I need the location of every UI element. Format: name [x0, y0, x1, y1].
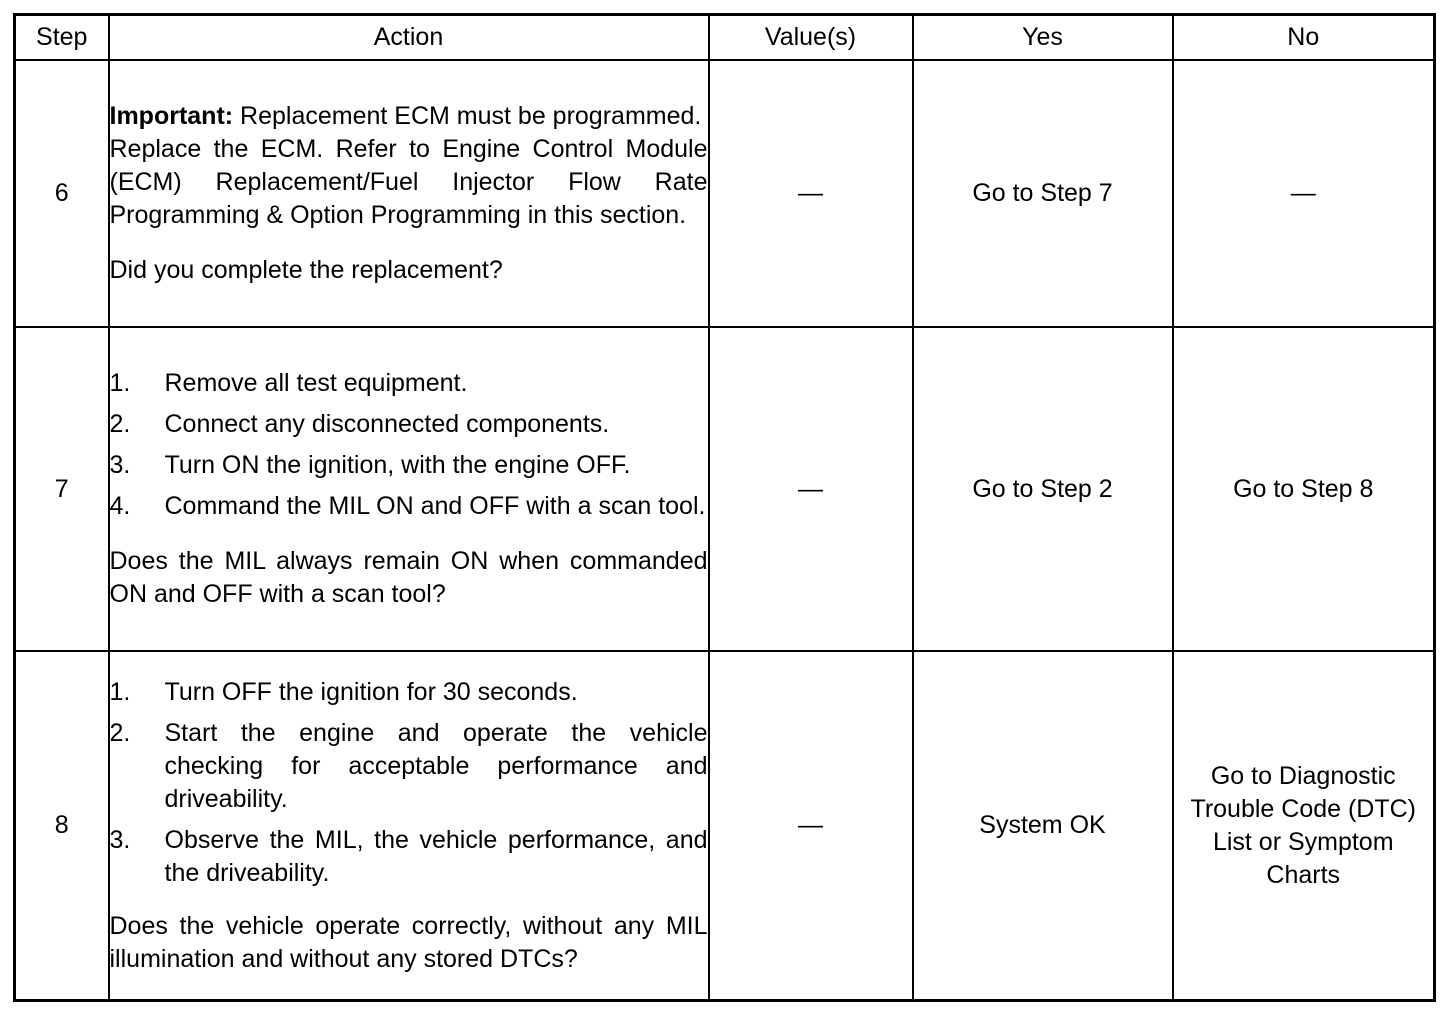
table-row-step-8: [15, 651, 1435, 1001]
header-action: Action: [109, 15, 709, 61]
list-item: [110, 490, 708, 523]
no-result: —: [1173, 60, 1435, 327]
list-item: [110, 824, 708, 890]
item-text: Start the engine and operate the vehicle checking for acceptable performance and driveability.: [164, 718, 708, 813]
list-item: [110, 717, 708, 816]
table-header-row: [15, 15, 1435, 61]
no-result: Go to Step 8: [1173, 327, 1435, 651]
important-label: Important:: [109, 102, 234, 130]
important-note: [110, 100, 708, 133]
table-row-step-6: [15, 60, 1435, 327]
question-text: Did you complete the replacement?: [109, 256, 503, 284]
item-text: Connect any disconnected components.: [164, 410, 610, 438]
item-number: 2.: [109, 718, 131, 747]
question-text: Does the MIL always remain ON when commanded ON and OFF with a scan tool?: [109, 547, 708, 608]
step-number: 8: [15, 651, 109, 1001]
action-list: [110, 676, 708, 890]
header-no: No: [1173, 15, 1435, 61]
list-item: [110, 408, 708, 441]
header-value: Value(s): [709, 15, 913, 61]
instruction-text: Replace the ECM. Refer to Engine Control Module (ECM) Replacement/Fuel Injector Flow Rate Programming & Option Programming in this section.: [109, 135, 708, 229]
item-text: Remove all test equipment.: [164, 369, 468, 397]
list-item: [110, 367, 708, 400]
action-cell: [109, 327, 709, 651]
action-list: [110, 367, 708, 523]
value-cell: —: [709, 60, 913, 327]
item-number: 3.: [109, 451, 131, 479]
yes-result: Go to Step 2: [913, 327, 1173, 651]
header-step: Step: [15, 15, 109, 61]
item-text: Command the MIL ON and OFF with a scan tool.: [164, 492, 706, 520]
value-cell: —: [709, 327, 913, 651]
value-cell: —: [709, 651, 913, 1001]
item-number: 1.: [109, 677, 131, 706]
step-number: 6: [15, 60, 109, 327]
item-text: Turn ON the ignition, with the engine OFF.: [164, 451, 631, 479]
action-cell: [109, 651, 709, 1001]
table-row-step-7: [15, 327, 1435, 651]
item-text: Observe the MIL, the vehicle performance, and the driveability.: [164, 825, 708, 887]
item-text: Turn OFF the ignition for 30 seconds.: [164, 677, 578, 706]
item-number: 2.: [109, 410, 131, 438]
question-text: Does the vehicle operate correctly, without any MIL illumination and without any stored DTCs?: [109, 911, 708, 973]
item-number: 4.: [109, 492, 131, 520]
header-yes: Yes: [913, 15, 1173, 61]
important-text: Replacement ECM must be programmed.: [233, 102, 702, 130]
yes-result: System OK: [913, 651, 1173, 1001]
item-number: 1.: [109, 369, 131, 397]
no-result: Go to Diagnostic Trouble Code (DTC) List or Symptom Charts: [1173, 651, 1435, 1001]
step-number: 7: [15, 327, 109, 651]
item-number: 3.: [109, 825, 131, 854]
action-cell: [109, 60, 709, 327]
yes-result: Go to Step 7: [913, 60, 1173, 327]
diagnostic-table: [13, 13, 1436, 1002]
list-item: [110, 676, 708, 709]
list-item: [110, 449, 708, 482]
